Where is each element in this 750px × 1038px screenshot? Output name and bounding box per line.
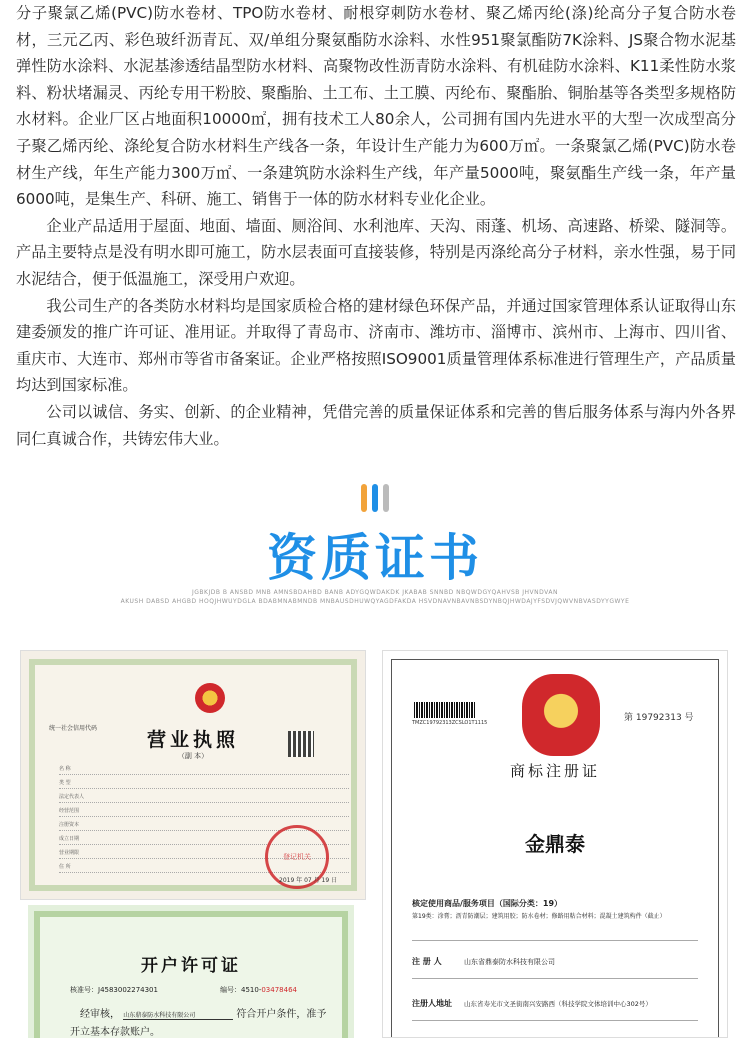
- approval-label: 核准号：: [70, 986, 98, 994]
- red-seal-icon: 登记机关: [265, 825, 329, 889]
- license-field: 类 型: [59, 779, 349, 789]
- address-value: 山东省寿光市文圣街南兴安路西（科技学院文体培训中心302号）: [464, 1000, 652, 1008]
- permit-line-1: [80, 1005, 326, 1020]
- permit-code: [220, 985, 297, 995]
- section-subtitle-line1: JGBKJDB B ANSBD MNB AMNSBDAHBD BANB ADYGQWDAKDK JKABAB SNNBD NBQWDGYQAHVSB JHVNDVAN: [192, 589, 558, 596]
- permit-title: 开户许可证: [141, 956, 241, 976]
- barcode-number: TMZC19792313ZCSLO1T1115: [412, 720, 488, 726]
- trademark-name: 金鼎泰: [525, 832, 585, 856]
- national-emblem-icon: [522, 674, 600, 756]
- trademark-title: 商标注册证: [509, 762, 600, 780]
- address-row: [412, 998, 652, 1009]
- code-value: 4510-: [241, 986, 262, 994]
- account-permit-image: [28, 905, 354, 1038]
- section-title: 资质证书: [267, 529, 483, 587]
- registrant-row: [412, 956, 555, 967]
- license-field: 营业期限: [59, 849, 349, 859]
- business-license-image: [20, 650, 366, 900]
- license-frame: [29, 659, 357, 891]
- credit-code-label: 统一社会信用代码: [49, 725, 98, 732]
- license-field: 成立日期: [59, 835, 349, 845]
- license-field: 名 称: [59, 765, 349, 775]
- intro-paragraph-2: 企业产品适用于屋面、地面、墙面、厕浴间、水利池库、天沟、雨蓬、机场、高速路、桥梁、隧洞等。产品主要特点是没有明水即可施工，防水层表面可直接装修，特别是丙涤纶高分子材料，亲水性强，易于同水泥结合，便于低温施工，深受用户欢迎。: [16, 216, 736, 288]
- license-field: 住 所: [59, 863, 349, 873]
- trademark-frame: [391, 659, 719, 1037]
- qr-code-icon: [288, 731, 314, 757]
- national-emblem-icon: [195, 683, 225, 713]
- intro-paragraph-1: 分子聚氯乙烯(PVC)防水卷材、TPO防水卷材、耐根穿刺防水卷材、聚乙烯丙纶(涤)纶高分子复合防水卷材，三元乙丙、彩色玻纤沥青瓦、双/单组分聚氨酯防水涂料、水性951聚氯酯防7K涂料、JS聚合物水泥基弹性防水涂料、水泥基渗透结晶型防水材料、高聚物改性沥青防水涂料、有机硅防水涂料、K11柔性防水浆料、粉状堵漏灵、丙纶专用干粉胶、聚酯胎、土工布、土工膜、丙纶布、聚酯胎、铜胎基等各类型多规格防水材料。企业厂区占地面积10000㎡，拥有技术工人80余人，公司拥有国内先进水平的大型一次成型高分子聚乙烯丙纶、涤纶复合防水材料生产线各一条，年设计生产能力为600万㎡。一条聚氯乙烯(PVC)防水卷材生产线，年生产能力300万㎡、一条建筑防水涂料生产线，年产量5000吨，聚氨酯生产线一条，年产量6000吨，是集生产、科研、施工、销售于一体的防水材料专业化企业。: [16, 4, 736, 209]
- permit-text: 经审核，: [80, 1009, 120, 1020]
- approval-value: J4583002274301: [98, 986, 158, 994]
- divider-line: [412, 940, 698, 941]
- goods-value: 第19类：涂膏；沥青防潮层；建筑用胶；防水卷材；修路用粘合材料；混凝土建筑构件（截止）: [412, 913, 666, 920]
- intro-paragraph-4: 公司以诚信、务实、创新、的企业精神，凭借完善的质量保证体系和完善的售后服务体系与海内外各界同仁真诚合作，共铸宏伟大业。: [16, 402, 736, 448]
- license-field: 法定代表人: [59, 793, 349, 803]
- divider-line: [412, 1020, 698, 1021]
- trademark-certificate-image: [382, 650, 728, 1038]
- license-date: 2019 年 07 月 19 日: [279, 877, 338, 884]
- license-field: 注册资本: [59, 821, 349, 831]
- license-field: 经营范围: [59, 807, 349, 817]
- divider-line: [412, 978, 698, 979]
- license-title: 营业执照: [146, 729, 239, 751]
- company-intro: [16, 0, 736, 452]
- section-subtitle-line2: AKUSH DABSD AHGBD HOQJHWUYDGLA BDABMNABMNDB MNBAUSDHUWQYAGDFAKDA HSVDNAVNBAVNBSDYNBQJHWDAJYFSDVJQWVNBVASDYYGWYE: [120, 598, 630, 605]
- permit-frame: [34, 911, 348, 1038]
- goods-label: 核定使用商品/服务项目（国际分类：19）: [412, 899, 563, 908]
- trademark-number: 第 19792313 号: [624, 713, 694, 723]
- code-label: 编号：: [220, 986, 241, 994]
- code-red-value: 03478464: [261, 986, 297, 994]
- three-bars-icon: [361, 484, 391, 512]
- license-copy-label: （副 本）: [177, 752, 209, 760]
- barcode-icon: [414, 702, 476, 718]
- intro-paragraph-3: 我公司生产的各类防水材料均是国家质检合格的建材绿色环保产品，并通过国家管理体系认证取得山东建委颁发的推广许可证、准用证。并取得了青岛市、济南市、潍坊市、淄博市、滨州市、上海市、四川省、重庆市、大连市、郑州市等省市备案证。企业严格按照ISO9001质量管理体系标准进行管理生产，产品质量均达到国家标准。: [16, 296, 736, 395]
- permit-approval-no: [70, 985, 158, 995]
- permit-text: 符合开户条件，准予: [236, 1009, 327, 1020]
- registrant-value: 山东省鼎泰防水科技有限公司: [464, 958, 555, 966]
- permit-company: 山东鼎泰防水科技有限公司: [123, 1010, 233, 1020]
- registrant-label: 注 册 人: [412, 957, 442, 966]
- address-label: 注册人地址: [412, 999, 452, 1008]
- permit-line-2: 开立基本存款账户。: [70, 1027, 160, 1038]
